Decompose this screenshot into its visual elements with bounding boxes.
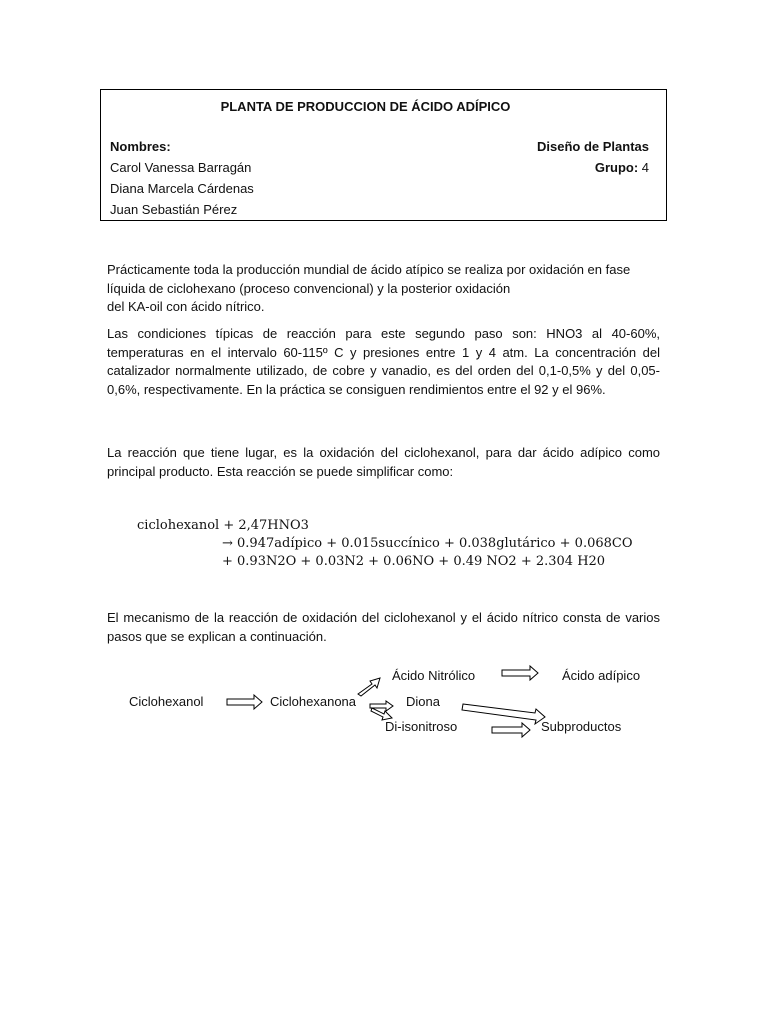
author-name-3: Juan Sebastián Pérez: [110, 202, 238, 217]
node-subproductos: Subproductos: [541, 719, 622, 734]
node-diona: Diona: [406, 694, 440, 709]
arrow-diisonitroso-to-subproductos: [492, 723, 530, 737]
equation-line-2: → 0.947adípico + 0.015succínico + 0.038glutárico + 0.068CO: [222, 536, 633, 551]
arrow-diona-to-subproductos: [462, 704, 545, 724]
equation-line-3: + 0.93N2O + 0.03N2 + 0.06NO + 0.49 NO2 + 2.304 H20: [222, 554, 606, 569]
paragraph-3: La reacción que tiene lugar, es la oxidación del ciclohexanol, para dar ácido adípico como principal producto. Esta reacción se puede simplificar como:: [107, 445, 660, 479]
paragraph-1-line-2: líquida de ciclohexano (proceso convencional) y la posterior oxidación: [107, 280, 511, 296]
node-ciclohexanol: Ciclohexanol: [129, 694, 204, 709]
author-name-1: Carol Vanessa Barragán: [110, 160, 252, 175]
names-label: Nombres:: [110, 139, 171, 154]
equation-line-1: ciclohexanol + 2,47HNO3: [137, 518, 309, 533]
node-acido-adipico: Ácido adípico: [562, 668, 641, 683]
course-name: Diseño de Plantas: [537, 139, 649, 154]
arrow-ciclohexanona-to-nitrolico: [358, 678, 380, 696]
arrow-ciclohexanol-to-ciclohexanona: [227, 695, 262, 709]
node-acido-nitrolico: Ácido Nitrólico: [392, 668, 476, 683]
node-di-isonitroso: Di-isonitroso: [385, 719, 458, 734]
paragraph-4: El mecanismo de la reacción de oxidación del ciclohexanol y el ácido nítrico consta de varios pasos que se explican a continuación.: [107, 610, 660, 644]
document-title: PLANTA DE PRODUCCION DE ÁCIDO ADÍPICO: [220, 99, 511, 114]
node-ciclohexanona: Ciclohexanona: [270, 694, 357, 709]
paragraph-2: Las condiciones típicas de reacción para este segundo paso son: HNO3 al 40-60%, temperaturas en el intervalo 60-115º C y presiones entre 1 y 4 atm. La concentración del catalizador normalmente utilizado, de cobre y vanadio, es del orden del 0,1-0,5% y del 0,05-0,6%, respectivamente. En la práctica se consiguen rendimientos entre el 92 y el 96%.: [107, 326, 660, 397]
paragraph-1-line-1: Prácticamente toda la producción mundial de ácido atípico se realiza por oxidación en fase: [107, 262, 631, 277]
author-name-2: Diana Marcela Cárdenas: [110, 181, 254, 196]
paragraph-1-line-3: del KA-oil con ácido nítrico.: [107, 299, 265, 314]
group-label: Grupo:: [594, 160, 639, 175]
group-value: 4: [638, 160, 649, 175]
arrow-nitrolico-to-adipico: [502, 666, 538, 680]
